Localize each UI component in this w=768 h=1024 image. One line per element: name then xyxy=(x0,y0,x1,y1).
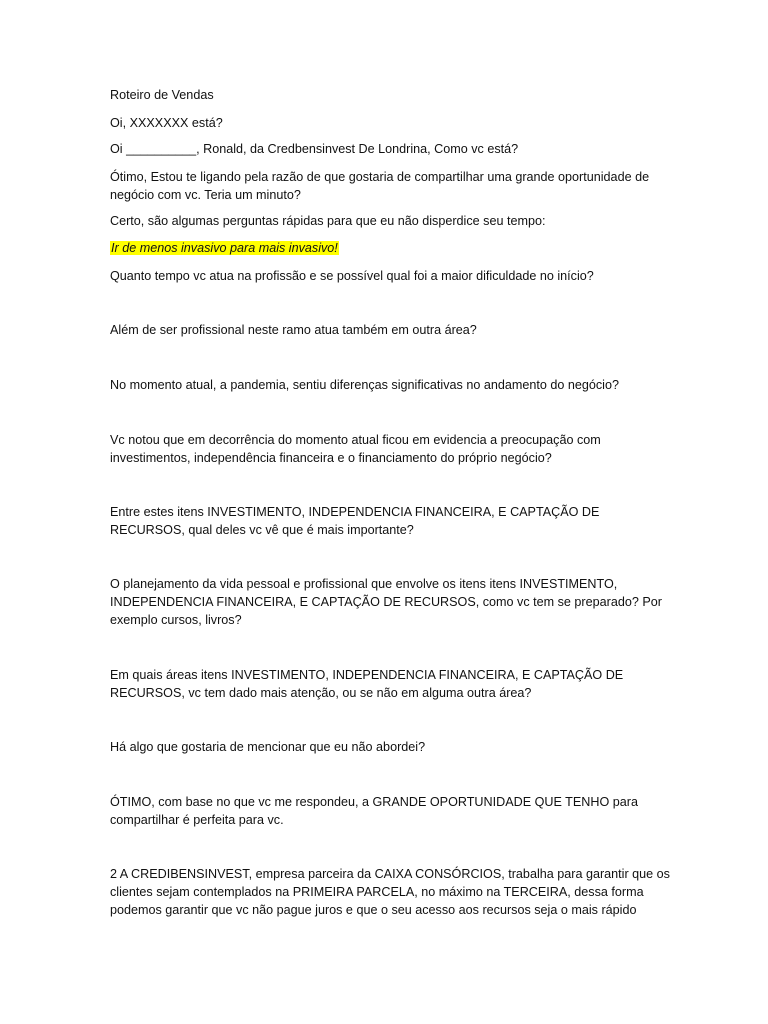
opportunity-paragraph: ÓTIMO, com base no que vc me respondeu, a GRANDE OPORTUNIDADE QUE TENHO para compartilhar é perfeita para vc. xyxy=(110,795,638,827)
greeting-line: Oi, XXXXXXX está? xyxy=(110,116,223,130)
question-5: Entre estes itens INVESTIMENTO, INDEPENDENCIA FINANCEIRA, E CAPTAÇÃO DE RECURSOS, qual deles vc vê que é mais importante? xyxy=(110,505,600,537)
question-4: Vc notou que em decorrência do momento atual ficou em evidencia a preocupação com investimentos, independência financeira e o financiamento do próprio negócio? xyxy=(110,433,601,465)
question-2: Além de ser profissional neste ramo atua também em outra área? xyxy=(110,323,477,337)
question-1: Quanto tempo vc atua na profissão e se possível qual foi a maior dificuldade no início? xyxy=(110,269,594,283)
question-7: Em quais áreas itens INVESTIMENTO, INDEPENDENCIA FINANCEIRA, E CAPTAÇÃO DE RECURSOS, vc tem dado mais atenção, ou se não em alguma outra área? xyxy=(110,668,624,700)
question-6: O planejamento da vida pessoal e profissional que envolve os itens itens INVESTIMENTO, INDEPENDENCIA FINANCEIRA, E CAPTAÇÃO DE RECURSOS, como vc tem se preparado? Por exemplo cursos, livros? xyxy=(110,577,662,627)
question-3: No momento atual, a pandemia, sentiu diferenças significativas no andamento do negócio? xyxy=(110,378,619,392)
reason-paragraph: Ótimo, Estou te ligando pela razão de que gostaria de compartilhar uma grande oportunidade de negócio com vc. Teria um minuto? xyxy=(110,170,650,202)
question-8: Há algo que gostaria de mencionar que eu não abordei? xyxy=(110,740,426,754)
pitch-paragraph: 2 A CREDIBENSINVEST, empresa parceira da CAIXA CONSÓRCIOS, trabalha para garantir que os clientes sejam contemplados na PRIMEIRA PARCELA, no máximo na TERCEIRA, dessa forma podemos garantir que vc não pague juros e que o seu acesso aos recursos seja o mais rápido xyxy=(110,867,670,917)
intro-line: Oi __________, Ronald, da Credbensinvest De Londrina, Como vc está? xyxy=(110,142,519,156)
highlight-note-line xyxy=(110,239,670,257)
document-title: Roteiro de Vendas xyxy=(110,88,214,102)
highlighted-text: Ir de menos invasivo para mais invasivo! xyxy=(111,241,338,255)
questions-intro-line: Certo, são algumas perguntas rápidas para que eu não disperdice seu tempo: xyxy=(110,214,546,228)
